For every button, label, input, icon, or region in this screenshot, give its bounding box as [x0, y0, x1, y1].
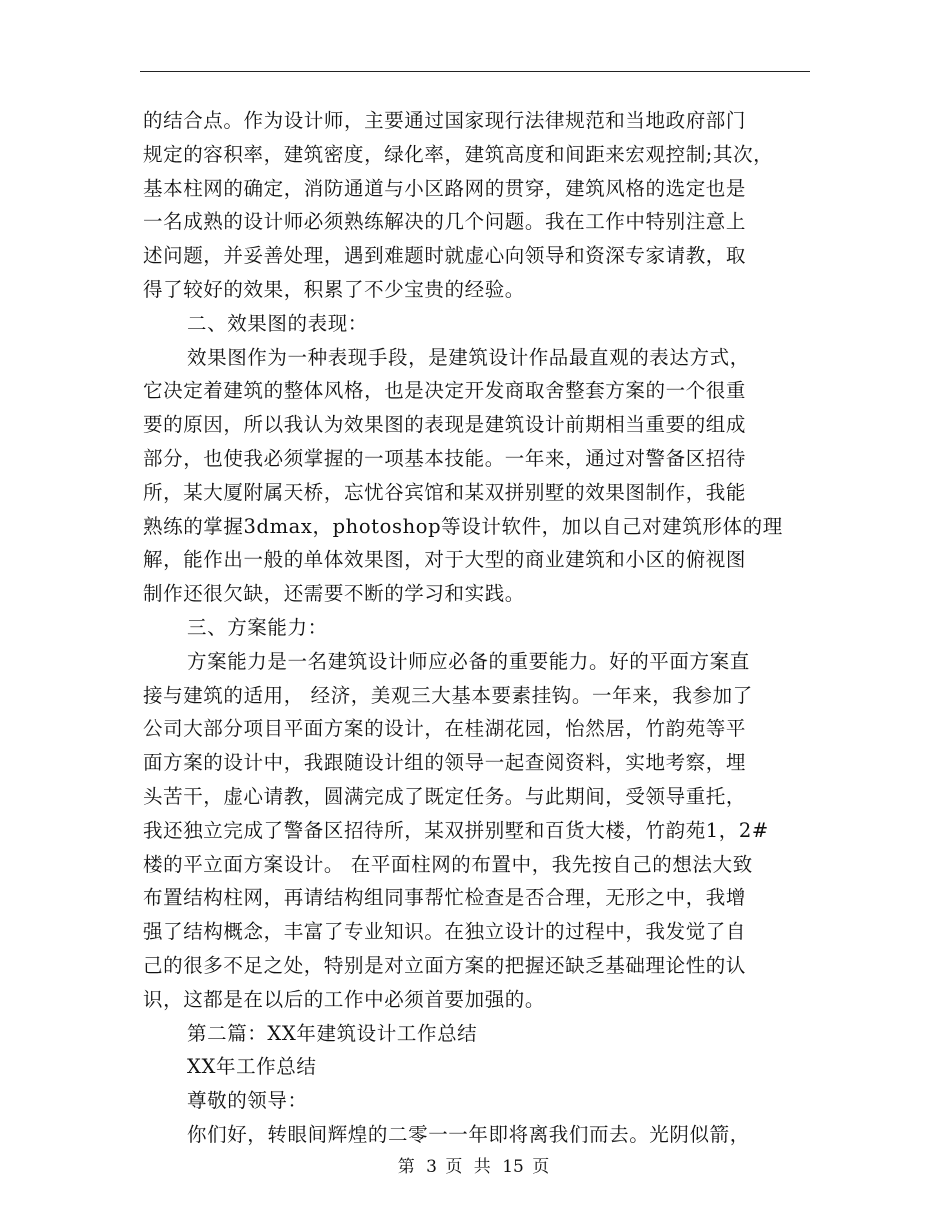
footer-suffix: 页 — [532, 1157, 553, 1177]
text-line: 识，这都是在以后的工作中必须首要加强的。 — [143, 987, 546, 1011]
header-rule — [140, 71, 810, 72]
text-line: 解，能作出一般的单体效果图，对于大型的商业建筑和小区的俯视图 — [143, 548, 747, 572]
text-line: 述问题，并妥善处理，遇到难题时就虚心向领导和资深专家请教，取 — [143, 244, 747, 268]
text-line: 面方案的设计中，我跟随设计组的领导一起查阅资料，实地考察，埋 — [143, 751, 747, 775]
text-line: 公司大部分项目平面方案的设计，在桂湖花园，怡然居，竹韵苑等平 — [143, 717, 747, 741]
text-line: 效果图作为一种表现手段，是建筑设计作品最直观的表达方式， — [187, 345, 750, 369]
text-line: 它决定着建筑的整体风格，也是决定开发商取舍整套方案的一个很重 — [143, 379, 747, 403]
document-body — [143, 104, 813, 1152]
total-pages-number: 15 — [502, 1157, 524, 1177]
text-line: 制作还很欠缺，还需要不断的学习和实践。 — [143, 582, 525, 606]
text-line: 熟练的掌握3dmax，photoshop等设计软件，加以自己对建筑形体的理 — [143, 514, 783, 538]
subtitle: XX年工作总结 — [187, 1055, 317, 1079]
text-line: 部分，也使我必须掌握的一项基本技能。一年来，通过对警备区招待 — [143, 446, 747, 470]
text-line: 所，某大厦附属天桥，忘忧谷宾馆和某双拼别墅的效果图制作，我能 — [143, 480, 747, 504]
text-line: 你们好，转眼间辉煌的二零一一年即将离我们而去。光阴似箭， — [187, 1122, 750, 1146]
text-line: 楼的平立面方案设计。 在平面柱网的布置中，我先按自己的想法大致 — [143, 852, 753, 876]
text-line: 头苦干，虚心请教，圆满完成了既定任务。与此期间，受领导重托， — [143, 784, 747, 808]
text-line: 我还独立完成了警备区招待所，某双拼别墅和百货大楼，竹韵苑1，2# — [143, 818, 769, 842]
salutation: 尊敬的领导： — [187, 1089, 308, 1113]
text-line: 得了较好的效果，积累了不少宝贵的经验。 — [143, 277, 525, 301]
section-heading: 三、方案能力： — [187, 615, 328, 639]
footer-middle: 页 共 — [445, 1157, 494, 1177]
text-line: 基本柱网的确定，消防通道与小区路网的贯穿，建筑风格的选定也是 — [143, 176, 747, 200]
text-line: 布置结构柱网，再请结构组同事帮忙检查是否合理，无形之中，我增 — [143, 886, 747, 910]
text-line: 的结合点。作为设计师，主要通过国家现行法律规范和当地政府部门 — [143, 109, 747, 132]
text-line: 一名成熟的设计师必须熟练解决的几个问题。我在工作中特别注意上 — [143, 210, 747, 234]
current-page-number: 3 — [426, 1157, 437, 1177]
section-heading: 二、效果图的表现： — [187, 311, 368, 335]
page-number-footer — [0, 1152, 950, 1177]
text-line: 要的原因，所以我认为效果图的表现是建筑设计前期相当重要的组成 — [143, 413, 747, 437]
text-line: 规定的容积率，建筑密度，绿化率，建筑高度和间距来宏观控制;其次， — [143, 142, 774, 166]
chapter-title: 第二篇：XX年建筑设计工作总结 — [187, 1021, 478, 1045]
footer-prefix: 第 — [397, 1157, 418, 1177]
text-line: 强了结构概念，丰富了专业知识。在独立设计的过程中，我发觉了自 — [143, 920, 747, 944]
text-line: 己的很多不足之处，特别是对立面方案的把握还缺乏基础理论性的认 — [143, 953, 747, 977]
text-line: 方案能力是一名建筑设计师应必备的重要能力。好的平面方案直 — [187, 649, 750, 673]
text-line: 接与建筑的适用， 经济，美观三大基本要素挂钩。一年来，我参加了 — [143, 683, 753, 707]
